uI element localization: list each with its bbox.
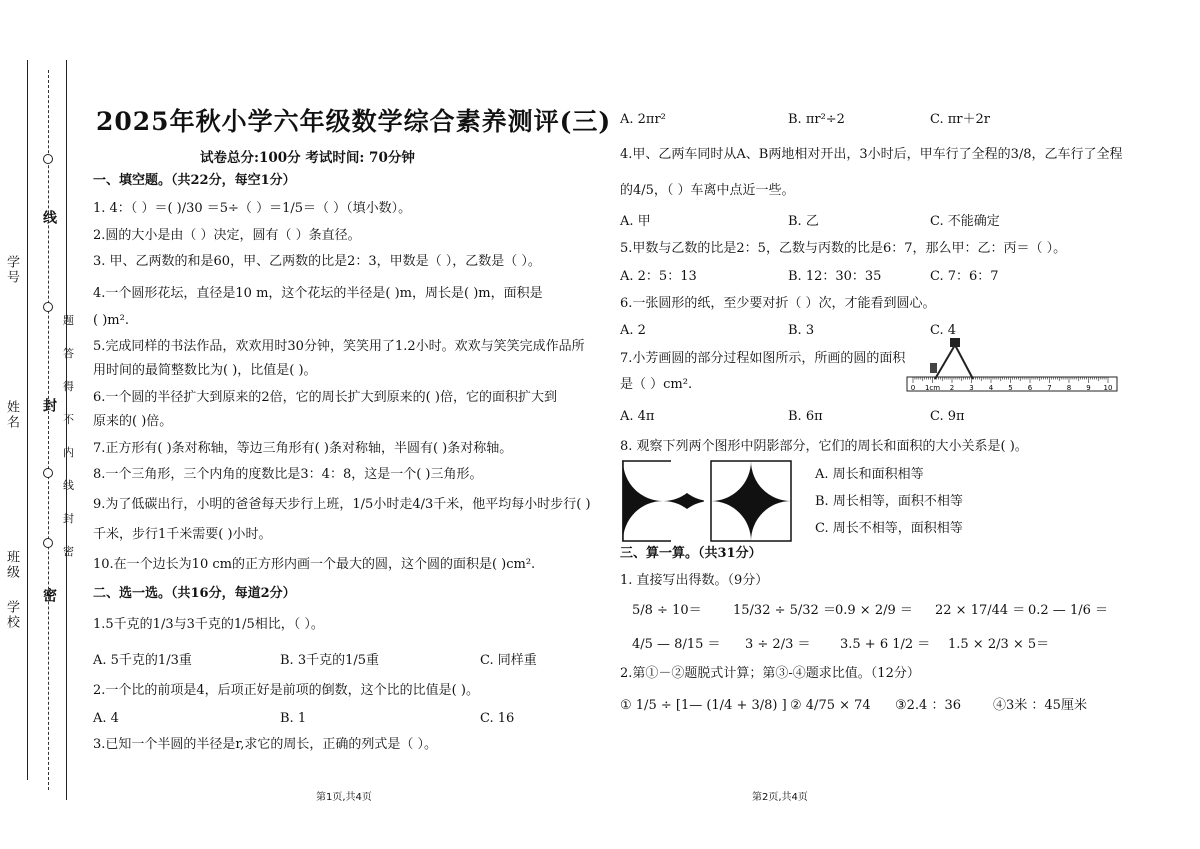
seal-char: 线 xyxy=(63,479,74,492)
option-a: A. 甲 xyxy=(620,214,651,229)
option-c: C. 周长不相等，面积相等 xyxy=(815,521,963,536)
option-c: C. 4 xyxy=(930,323,957,338)
binding-hole xyxy=(43,302,53,312)
ruler-tick-label: 7 xyxy=(1047,384,1052,392)
seal-char: 题 xyxy=(63,314,74,327)
calc-item: 3.5 + 6 1/2 ＝ xyxy=(840,637,931,652)
compass-leg-right xyxy=(955,345,973,379)
calc-item: 5/8 ÷ 10＝ xyxy=(632,603,702,618)
calc-item: ① 1/5 ÷ [1— (1/4 + 3/8) ] xyxy=(620,698,787,713)
option-a: A. 2：5：13 xyxy=(620,269,697,284)
option-c: C. 9π xyxy=(930,409,965,424)
binding-hole xyxy=(43,154,53,164)
option-b: B. 3 xyxy=(788,323,815,338)
question-line: 4.一个圆形花坛，直径是10 m，这个花坛的半径是( )m，周长是( )m，面积是 xyxy=(93,286,543,301)
ruler-tick-label: 1cm xyxy=(924,384,941,392)
question-line: 1.5千克的1/3与3千克的1/5相比，（ ）。 xyxy=(93,617,324,632)
shaded-figures xyxy=(622,460,792,542)
question-line: 用时间的最简整数比为( )，比值是( )。 xyxy=(93,363,317,378)
calc-item: ④3米 ：45厘米 xyxy=(993,698,1087,713)
ruler-tick-label: 8 xyxy=(1066,384,1072,392)
calc-item: 0.9 × 2/9 ＝ xyxy=(835,603,913,618)
option-b: B. 1 xyxy=(280,711,307,726)
seal-mark-xian: 线 xyxy=(41,210,57,226)
ruler-tick-label: 0 xyxy=(910,384,916,392)
option-c: C. πr＋2r xyxy=(930,112,990,127)
binding-hole xyxy=(43,468,53,478)
student-id-label: 学号 xyxy=(4,255,19,285)
option-a: A. 2πr² xyxy=(620,112,666,127)
option-c: C. 16 xyxy=(480,711,515,726)
question-line: 1. 直接写出得数。（9分） xyxy=(620,573,769,588)
ruler-tick-label: 4 xyxy=(988,384,994,392)
question-line: 原来的( )倍。 xyxy=(93,414,173,429)
question-line: 2.一个比的前项是4，后项正好是前项的倒数，这个比的比值是( )。 xyxy=(93,683,479,698)
option-b: B. 12：30：35 xyxy=(788,269,882,284)
question-line: 3.已知一个半圆的半径是r,求它的周长，正确的列式是（ ）。 xyxy=(93,737,437,752)
question-line: 3. 甲、乙两数的和是60，甲、乙两数的比是2：3，甲数是（ ），乙数是（ ）。 xyxy=(93,254,541,269)
section-heading-fill-blank: 一、填空题。（共22分，每空1分） xyxy=(93,173,296,188)
exam-info: 试卷总分:100分 考试时间: 70分钟 xyxy=(200,150,415,166)
seal-char: 内 xyxy=(63,446,74,459)
page-footer-right: 第2页,共4页 xyxy=(752,792,808,803)
question-line: 10.在一个边长为10 cm的正方形内画一个最大的圆，这个圆的面积是( )cm². xyxy=(93,557,536,572)
ruler-tick-label: 2 xyxy=(949,384,955,392)
option-b: B. 乙 xyxy=(788,214,819,229)
student-name-label: 姓名 xyxy=(4,400,19,430)
seal-char: 封 xyxy=(63,512,74,525)
question-line: 7.正方形有( )条对称轴，等边三角形有( )条对称轴，半圆有( )条对称轴。 xyxy=(93,441,513,456)
question-line: 1. 4：（ ）＝( )/30 ＝5÷（ ）＝1/5＝（ ）（填小数）。 xyxy=(93,201,412,216)
compass-head xyxy=(950,338,960,347)
option-b: B. 周长相等，面积不相等 xyxy=(815,494,963,509)
binding-line-inner xyxy=(66,60,67,800)
calc-item: ② 4/75 × 74 xyxy=(790,698,871,713)
question-line: 8. 观察下列两个图形中阴影部分，它们的周长和面积的大小关系是( )。 xyxy=(620,439,1028,454)
ruler-tick-label: 6 xyxy=(1027,384,1033,392)
option-a: A. 周长和面积相等 xyxy=(815,467,924,482)
question-line: 是（ ）cm². xyxy=(620,377,693,392)
binding-margin xyxy=(0,0,85,849)
question-line: 6.一个圆的半径扩大到原来的2倍，它的周长扩大到原来的( )倍，它的面积扩大到 xyxy=(93,390,557,405)
seal-mark-mi: 密 xyxy=(41,588,57,604)
calc-item: 15/32 ÷ 5/32 ＝ xyxy=(733,603,836,618)
question-line: 7.小芳画圆的部分过程如图所示，所画的圆的面积 xyxy=(620,351,906,366)
seal-dashed-line xyxy=(48,70,49,790)
calc-item: 22 × 17/44 ＝ xyxy=(935,603,1026,618)
question-line: 5.甲数与乙数的比是2：5，乙数与丙数的比是6：7，那么甲：乙：丙＝（ ）。 xyxy=(620,241,1067,256)
option-c: C. 不能确定 xyxy=(930,214,1000,229)
question-line: 千米，步行1千米需要( )小时。 xyxy=(93,527,272,542)
question-line: 5.完成同样的书法作品，欢欢用时30分钟，笑笑用了1.2小时。欢欢与笑笑完成作品所 xyxy=(93,339,585,354)
school-label: 学校 xyxy=(4,600,19,630)
option-a: A. 4 xyxy=(93,711,119,726)
exam-title: 2025年秋小学六年级数学综合素养测评(三) xyxy=(96,107,612,136)
option-b: B. 6π xyxy=(788,409,823,424)
question-line: ( )m². xyxy=(93,313,129,328)
seal-mark-feng: 封 xyxy=(41,398,57,414)
seal-char: 不 xyxy=(63,413,74,426)
option-a: A. 2 xyxy=(620,323,646,338)
ruler-tick-label: 9 xyxy=(1086,384,1091,392)
option-c: C. 7：6：7 xyxy=(930,269,999,284)
question-line: 4.甲、乙两车同时从A、B两地相对开出，3小时后，甲车行了全程的3/8，乙车行了全程 xyxy=(620,147,1123,162)
question-line: 的4/5，（ ）车离中点近一些。 xyxy=(620,183,795,198)
option-b: B. πr²÷2 xyxy=(788,112,845,127)
option-a: A. 5千克的1/3重 xyxy=(93,653,192,668)
seal-char: 得 xyxy=(63,380,74,393)
section-heading-choice: 二、选一选。（共16分，每道2分） xyxy=(93,586,296,601)
compass-leg-left xyxy=(935,345,955,379)
seal-char: 答 xyxy=(63,347,74,360)
binding-line-outer xyxy=(27,60,28,780)
question-line: 6.一张圆形的纸，至少要对折（ ）次，才能看到圆心。 xyxy=(620,296,936,311)
compass-pencil xyxy=(930,363,937,373)
binding-hole xyxy=(43,538,53,548)
calc-item: 0.2 — 1/6 ＝ xyxy=(1028,603,1108,618)
compass-ruler-figure xyxy=(905,335,1120,395)
ruler-tick-label: 10 xyxy=(1103,384,1113,392)
calc-item: ③2.4 ：36 xyxy=(895,698,962,713)
option-b: B. 3千克的1/5重 xyxy=(280,653,380,668)
calc-item: 1.5 × 2/3 × 5＝ xyxy=(948,637,1050,652)
ruler-tick-label: 3 xyxy=(969,384,974,392)
section-heading-calculate: 三、算一算。（共31分） xyxy=(620,546,762,561)
option-c: C. 同样重 xyxy=(480,653,537,668)
question-line: 9.为了低碳出行，小明的爸爸每天步行上班，1/5小时走4/3千米，他平均每小时步行( ) xyxy=(93,497,591,512)
ruler-tick-label: 5 xyxy=(1008,384,1013,392)
seal-char: 密 xyxy=(63,545,74,558)
question-line: 2.第①－②题脱式计算；第③-④题求比值。（12分） xyxy=(620,666,920,681)
page-footer-left: 第1页,共4页 xyxy=(316,792,372,803)
class-label: 班级 xyxy=(4,550,19,580)
calc-item: 3 ÷ 2/3 ＝ xyxy=(745,637,811,652)
calc-item: 4/5 — 8/15 ＝ xyxy=(632,637,721,652)
question-line: 2.圆的大小是由（ ）决定，圆有（ ）条直径。 xyxy=(93,228,361,243)
question-line: 8.一个三角形，三个内角的度数比是3：4：8，这是一个( )三角形。 xyxy=(93,467,483,482)
option-a: A. 4π xyxy=(620,409,655,424)
